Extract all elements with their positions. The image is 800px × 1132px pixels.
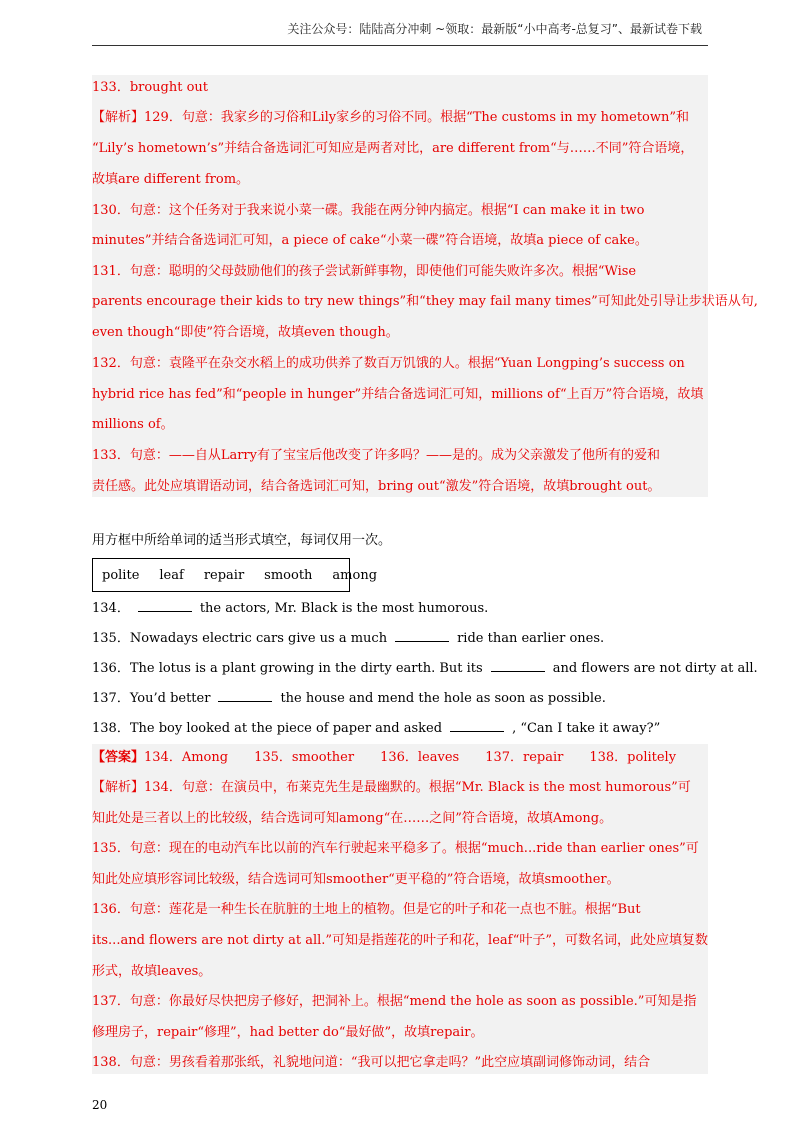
explanation-line: 责任感。此处应填谓语动词，结合备选词汇可知，bring out“激发”符合语境，故填brought out。: [92, 479, 661, 494]
explanation-line: 136．句意：莲花是一种生长在肮脏的土地上的植物。但是它的叶子和花一点也不脏。根据“But: [92, 902, 641, 917]
explanation-line: “Lily’s hometown’s”并结合备选词汇可知应是两者对比，are different from“与……不同”符合语境，: [92, 141, 694, 156]
word-box-item: smooth: [264, 567, 313, 583]
word-box: [92, 558, 378, 592]
answer-item: 134．Among: [144, 750, 229, 765]
explanation-line: 知此处是三者以上的比较级，结合选词可知among“在……之间”符合语境，故填Among。: [92, 811, 613, 826]
answer-item: 137．repair: [485, 750, 564, 765]
question-number: 134．: [92, 601, 130, 616]
answer-blank: [218, 689, 272, 702]
explanation-line: minutes”并结合备选词汇可知，a piece of cake“小菜一碟”符合语境，故填a piece of cake。: [92, 233, 648, 248]
explanation-line: 130．句意：这个任务对于我来说小菜一碟。我能在两分钟内搞定。根据“I can make it in two: [92, 203, 645, 218]
explanation-line: 133．句意：——自从Larry有了宝宝后他改变了许多吗？——是的。成为父亲激发了他所有的爱和: [92, 448, 660, 463]
question-136: 136．The lotus is a plant growing in the dirty earth. But its and flowers are not dirty at all.: [92, 661, 758, 676]
explanation-line: its...and flowers are not dirty at all.”可知是指莲花的叶子和花，leaf“叶子”，可数名词，此处应填复数: [92, 933, 709, 948]
question-137: 137．You’d better the house and mend the hole as soon as possible.: [92, 691, 606, 706]
explanation-line: 形式，故填leaves。: [92, 964, 212, 979]
page-header: 关注公众号：陆陆高分冲刺 ~领取：最新版“小中高考-总复习”、最新试卷下载: [287, 22, 702, 36]
answer-item: 135．smoother: [254, 750, 355, 765]
answer-item: 138．politely: [589, 750, 677, 765]
answer-blank: [395, 629, 449, 642]
question-138: 138．The boy looked at the piece of paper and asked , “Can I take it away?”: [92, 721, 661, 736]
question-135: 135．Nowadays electric cars give us a much ride than earlier ones.: [92, 631, 605, 646]
explanation-line: 知此处应填形容词比较级，结合选词可知smoother“更平稳的”符合语境，故填smoother。: [92, 872, 620, 887]
word-box-item: repair: [203, 567, 245, 583]
answer-line: 133．brought out: [92, 80, 209, 95]
question-number: 135．: [92, 631, 130, 646]
explanation-line: even though“即使”符合语境，故填even though。: [92, 325, 399, 340]
explanation-line: 137．句意：你最好尽快把房子修好，把洞补上。根据“mend the hole as soon as possible.”可知是指: [92, 994, 697, 1009]
explanation-line: 132．句意：袁隆平在杂交水稻上的成功供养了数百万饥饿的人。根据“Yuan Longping’s success on: [92, 356, 685, 371]
explanation-line: 故填are different from。: [92, 172, 250, 187]
explanation-line: 修理房子，repair“修理”，had better do“最好做”，故填repair。: [92, 1025, 484, 1040]
answer-blank: [450, 719, 504, 732]
word-box-item: among: [332, 567, 378, 583]
question-number: 137．: [92, 691, 130, 706]
explanation-line: hybrid rice has fed”和“people in hunger”并结合备选词汇可知，millions of“上百万”符合语境，故填: [92, 387, 704, 402]
exercise-instruction: 用方框中所给单词的适当形式填空，每词仅用一次。: [92, 533, 392, 548]
explanation-line: 138．句意：男孩看着那张纸，礼貌地问道：“我可以把它拿走吗？”此空应填副词修饰动词，结合: [92, 1055, 651, 1070]
question-number: 138．: [92, 721, 130, 736]
answer-blank: [138, 599, 192, 612]
answer-item: 136．leaves: [380, 750, 460, 765]
word-box-item: polite: [102, 567, 140, 583]
header-divider: [92, 45, 708, 46]
explanation-line: 【解析】129．句意：我家乡的习俗和Lily家乡的习俗不同。根据“The customs in my hometown”和: [92, 110, 690, 125]
page-number: 20: [92, 1098, 108, 1112]
answer-blank: [491, 659, 545, 672]
answer-key: [92, 748, 712, 768]
explanation-line: 131．句意：聪明的父母鼓励他们的孩子尝试新鲜事物，即使他们可能失败许多次。根据“Wise: [92, 264, 637, 279]
word-box-item: leaf: [159, 567, 184, 583]
question-number: 136．: [92, 661, 130, 676]
answer-tag: 【答案】: [92, 750, 145, 765]
explanation-line: parents encourage their kids to try new things”和“they may fail many times”可知此处引导让步状语从句,: [92, 294, 758, 309]
explanation-line: 135．句意：现在的电动汽车比以前的汽车行驶起来平稳多了。根据“much...ride than earlier ones”可: [92, 841, 699, 856]
explanation-line: 【解析】134．句意：在演员中，布莱克先生是最幽默的。根据“Mr. Black is the most humorous”可: [92, 780, 691, 795]
question-134: 134． the actors, Mr. Black is the most humorous.: [92, 601, 489, 616]
explanation-line: millions of。: [92, 417, 174, 432]
